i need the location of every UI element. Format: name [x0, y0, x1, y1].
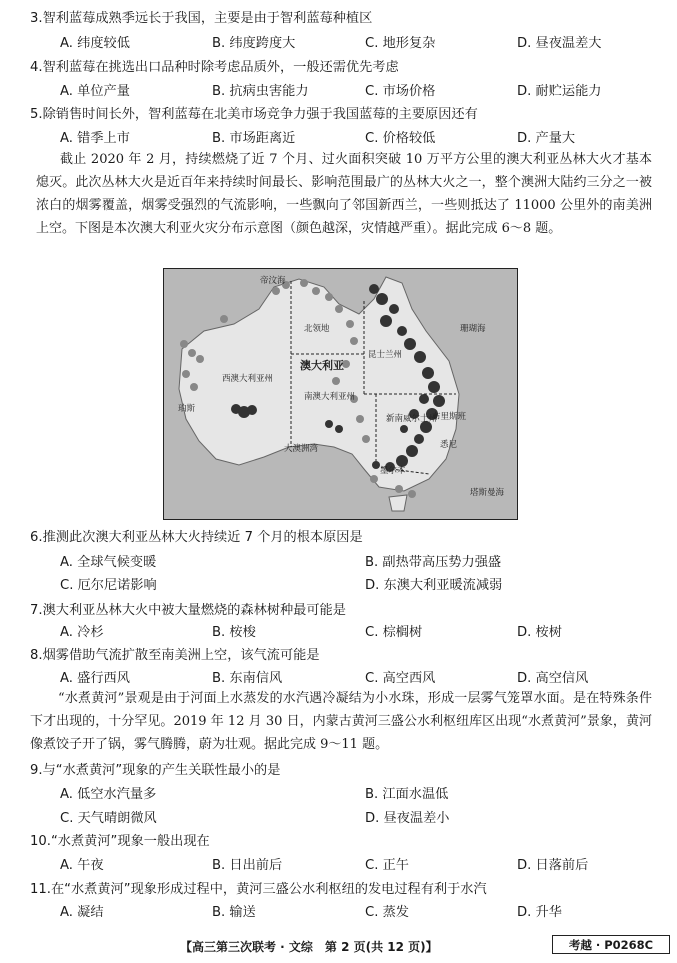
question-4-option-c: C. 市场价格 [365, 84, 436, 99]
question-7-option-d: D. 桉树 [517, 625, 562, 640]
label-melbourne: 墨尔本 [380, 466, 406, 476]
question-5-stem: 5.除销售时间长外，智利蓝莓在北美市场竞争力强于我国蓝莓的主要原因还有 [30, 107, 478, 122]
label-perth: 珀斯 [178, 404, 196, 414]
question-3-option-d: D. 昼夜温差大 [517, 36, 602, 51]
question-3-option-c: C. 地形复杂 [365, 36, 436, 51]
question-6-option-a: A. 全球气候变暖 [60, 555, 157, 570]
label-tasman-sea: 塔斯曼海 [470, 488, 505, 498]
tasmania [389, 495, 407, 511]
question-10-option-a: A. 午夜 [60, 858, 104, 873]
label-queensland: 昆士兰州 [368, 350, 403, 360]
question-8-option-a: A. 盛行西风 [60, 671, 130, 686]
question-5-option-b: B. 市场距离近 [212, 131, 296, 146]
australia-fire-map [163, 268, 518, 520]
question-8-stem: 8.烟雾借助气流扩散至南美洲上空，该气流可能是 [30, 648, 320, 663]
question-11-option-c: C. 蒸发 [365, 905, 409, 920]
question-4-option-b: B. 抗病虫害能力 [212, 84, 309, 99]
question-10-stem: 10.“水煮黄河”现象一般出现在 [30, 834, 210, 849]
label-sydney: 悉尼 [440, 440, 458, 450]
question-9-option-c: C. 天气晴朗微风 [60, 811, 157, 826]
question-9-option-b: B. 江面水温低 [365, 787, 449, 802]
label-south-australia: 南澳大利亚州 [304, 392, 356, 402]
question-5-option-c: C. 价格较低 [365, 131, 436, 146]
question-6-option-b: B. 副热带高压势力强盛 [365, 555, 502, 570]
question-9-option-d: D. 昼夜温差小 [365, 811, 450, 826]
question-8-option-d: D. 高空信风 [517, 671, 589, 686]
question-11-option-b: B. 输送 [212, 905, 256, 920]
label-great-australian-bight: 大澳洲湾 [284, 444, 319, 454]
question-4-stem: 4.智利蓝莓在挑选出口品种时除考虑品质外，一般还需优先考虑 [30, 60, 399, 75]
exam-code-badge: 考越 · P0268C [552, 935, 670, 954]
question-10-option-b: B. 日出前后 [212, 858, 283, 873]
question-11-option-a: A. 凝结 [60, 905, 104, 920]
question-10-option-d: D. 日落前后 [517, 858, 589, 873]
question-3-option-a: A. 纬度较低 [60, 36, 130, 51]
question-7-stem: 7.澳大利亚丛林大火中被大量燃烧的森林树种最可能是 [30, 603, 346, 618]
question-8-option-c: C. 高空西风 [365, 671, 436, 686]
question-6-option-c: C. 厄尔尼诺影响 [60, 578, 157, 593]
question-4-option-a: A. 单位产量 [60, 84, 130, 99]
question-5-option-a: A. 错季上市 [60, 131, 130, 146]
question-9-stem: 9.与“水煮黄河”现象的产生关联性最小的是 [30, 763, 281, 778]
label-brisbane: 布里斯班 [432, 412, 467, 422]
question-11-stem: 11.在“水煮黄河”现象形成过程中，黄河三盛公水利枢纽的发电过程有利于水汽 [30, 882, 487, 897]
question-6-stem: 6.推测此次澳大利亚丛林大火持续近 7 个月的根本原因是 [30, 530, 363, 545]
map-canvas [164, 269, 517, 519]
question-6-option-d: D. 东澳大利亚暖流减弱 [365, 578, 503, 593]
question-4-option-d: D. 耐贮运能力 [517, 84, 602, 99]
question-3-option-b: B. 纬度跨度大 [212, 36, 296, 51]
label-western-australia: 西澳大利亚州 [222, 374, 274, 384]
question-9-option-a: A. 低空水汽量多 [60, 787, 157, 802]
question-7-option-b: B. 桉梭 [212, 625, 256, 640]
label-new-south-wales: 新南威尔士州 [386, 414, 438, 424]
question-11-option-d: D. 升华 [517, 905, 562, 920]
question-10-option-c: C. 正午 [365, 858, 409, 873]
label-timor-sea: 帝汶海 [260, 276, 286, 286]
passage-yellow-river: “水煮黄河”景观是由于河面上水蒸发的水汽遇冷凝结为小水珠，形成一层雾气笼罩水面。是在特殊条件下才出现的，十分罕见。2019 年 12 月 30 日，内蒙古黄河三盛公水利枢纽库区出现“水煮黄河”景象，黄河像煮饺子开了锅，雾气腾腾，蔚为壮观。据此完成 9～11 题。 [30, 691, 652, 752]
question-5-option-d: D. 产量大 [517, 131, 576, 146]
question-3-stem: 3.智利蓝莓成熟季远长于我国，主要是由于智利蓝莓种植区 [30, 11, 373, 26]
page-footer: 【高三第三次联考 · 文综 第 2 页(共 12 页)】 [180, 940, 438, 954]
question-7-option-a: A. 冷杉 [60, 625, 104, 640]
label-coral-sea: 珊瑚海 [460, 324, 486, 334]
passage-bushfire: 截止 2020 年 2 月，持续燃烧了近 7 个月、过火面积突破 10 万平方公里的澳大利亚丛林大火才基本熄灭。此次丛林大火是近百年来持续时间最长、影响范围最广的丛林大火之一，整个澳洲大陆约三分之一被浓白的烟雾覆盖，烟雾受强烈的气流影响，一些飘向了邻国新西兰，一些则抵达了 11000 公里外的南美洲上空。下图是本次澳大利亚火灾分布示意图（颜色越深，灾情越严重）。据此完成 6～8 题。 [36, 152, 652, 236]
label-northern-territory: 北领地 [304, 324, 330, 334]
question-8-option-b: B. 东南信风 [212, 671, 283, 686]
label-australia: 澳大利亚 [300, 359, 344, 372]
question-7-option-c: C. 棕榈树 [365, 625, 423, 640]
